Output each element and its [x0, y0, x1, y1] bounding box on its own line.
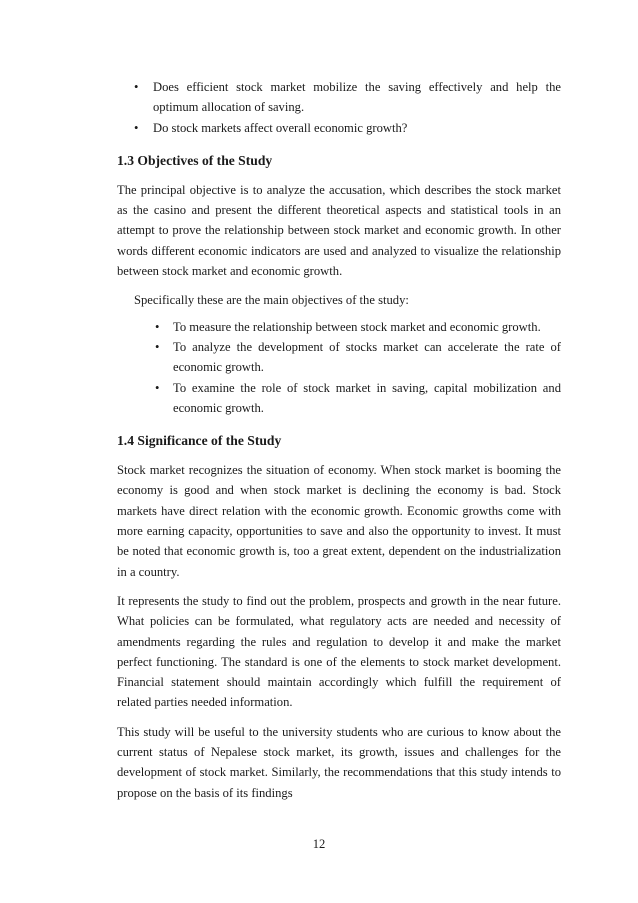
list-item [117, 317, 561, 337]
section-heading-significance: 1.4 Significance of the Study [117, 433, 282, 449]
significance-paragraph-2: It represents the study to find out the problem, prospects and growth in the near future. What policies can be formulated, what regulatory acts are needed and necessity of amendments regarding the rules and regulation to develop it and make the market perfect functioning. The standard is one of the elements to stock market development. Financial statement should maintain accordingly which fulfill the requirement of related parties needed information. [117, 593, 561, 710]
bullet-icon: • [155, 319, 160, 334]
significance-paragraph-3: This study will be useful to the university students who are curious to know about the current status of Nepalese stock market, its growth, issues and challenges for the development of stock market. Similarly, the recommendations that this study intends to propose on the basis of its findings [117, 724, 561, 800]
significance-paragraph-1: Stock market recognizes the situation of economy. When stock market is booming the economy is good and when stock market is declining the economy is bad. Stock markets have direct relation with the economic growth. Economic growths come with more earning capacity, opportunities to save and also the opportunity to invest. It must be noted that economic growth is, too a great extent, dependent on the industrialization in a country. [117, 463, 561, 579]
list-item-text: To examine the role of stock market in saving, capital mobilization and economic growth. [173, 380, 561, 415]
bullet-icon: • [155, 339, 160, 354]
bullet-icon: • [134, 80, 139, 94]
list-item [117, 77, 561, 118]
section-heading-objectives: 1.3 Objectives of the Study [117, 152, 273, 168]
page-content [117, 77, 561, 812]
page-number: 12 [312, 837, 326, 851]
objectives-list [117, 317, 561, 418]
list-item-text: To analyze the development of stocks market can accelerate the rate of economic growth. [173, 339, 561, 375]
list-item-text: Do stock markets affect overall economic growth? [153, 120, 408, 135]
bullet-icon: • [134, 120, 139, 135]
objectives-paragraph: The principal objective is to analyze the accusation, which describes the stock market as the casino and present the different theoretical aspects and statistical tools in an attempt to prove the relationship between stock market and economic growth. In other words different economic indicators are used and analyzed to visualize the relationship between stock market and economic growth. [117, 182, 561, 279]
list-item [117, 337, 561, 378]
list-item [117, 378, 561, 419]
research-questions-list [117, 77, 561, 138]
list-item-text: To measure the relationship between stock market and economic growth. [173, 319, 541, 334]
bullet-icon: • [155, 380, 160, 395]
objectives-intro: Specifically these are the main objectives of the study: [134, 293, 409, 308]
list-item-text: Does efficient stock market mobilize the saving effectively and help the optimum allocation of saving. [153, 80, 561, 115]
list-item [117, 118, 561, 138]
